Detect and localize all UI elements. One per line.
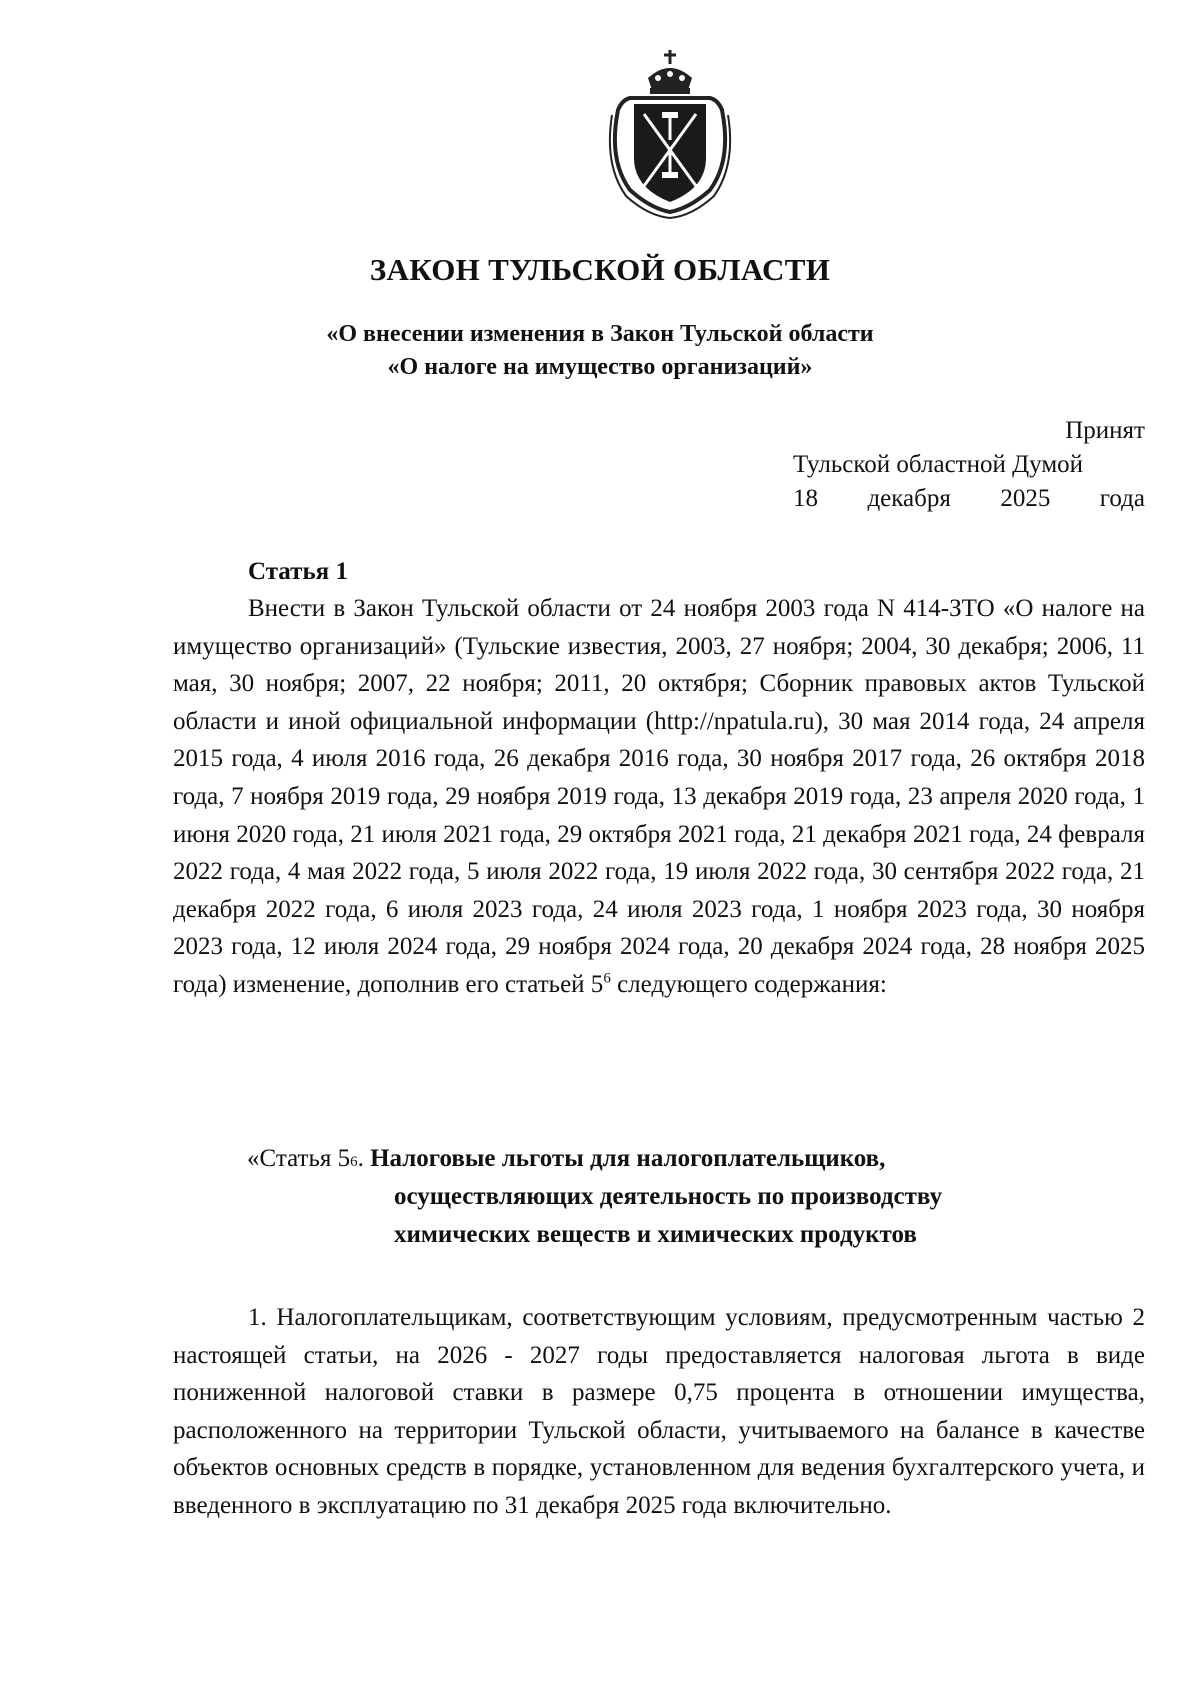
adoption-day: 18 <box>793 485 818 512</box>
new-article-prefix: «Статья 5 <box>247 1145 351 1172</box>
law-title: ЗАКОН ТУЛЬСКОЙ ОБЛАСТИ <box>369 252 831 287</box>
tula-coat-of-arms-icon <box>590 40 750 220</box>
adoption-block <box>793 414 1145 516</box>
adoption-year: 2025 <box>1000 485 1051 512</box>
adoption-month: декабря <box>867 485 951 512</box>
paragraph-1-text: 1. Налогоплательщикам, соответствующим условиям, предусмотренным частью 2 настоящей статьи, на 2026 - 2027 годы предоставляется налоговая льгота в виде пониженной налоговой ставки в размере 0,75 процента в отношении имущества, расположенного на территории Тульской области, учитываемого на балансе в качестве объектов основных средств в порядке, установленном для ведения бухгалтерского учета, и введенного в эксплуатацию по 31 декабря 2025 года включительно. <box>173 1304 1145 1519</box>
article-1-text <box>173 590 1145 1004</box>
article-1-heading: Статья 1 <box>248 558 348 585</box>
adopted-label: Принят <box>1065 417 1145 444</box>
new-article-title-line-1: Налоговые льготы для налогоплательщиков, <box>370 1145 886 1172</box>
new-article-dot: . <box>357 1145 371 1172</box>
law-subtitle-line-1: «О внесении изменения в Закон Тульской области <box>326 321 874 347</box>
law-subtitle-line-2: «О налоге на имущество организаций» <box>387 354 813 380</box>
adoption-date <box>793 482 1145 516</box>
adopted-by: Тульской областной Думой <box>793 451 1084 478</box>
new-article-title-line-3: химических веществ и химических продуктов <box>394 1221 917 1248</box>
new-article-heading: «Статья 5 6 . Налоговые льготы для налогоплательщиков, осуществляющих деятельность по производству химических веществ и химических продуктов <box>247 1140 1147 1254</box>
article-1-text-tail: следующего содержания: <box>610 970 887 998</box>
article-1-text-main: Внести в Закон Тульской области от 24 ноября 2003 года N 414-ЗТО «О налоге на имущество организаций» (Тульские известия, 2003, 27 ноября; 2004, 30 декабря; 2006, 11 мая, 30 ноября; 2007, 22 ноября; 2011, 20 октября; Сборник правовых актов Тульской области и иной официальной информации (http://npatula.ru), 30 мая 2014 года, 24 апреля 2015 года, 4 июля 2016 года, 26 декабря 2016 года, 30 ноября 2017 года, 26 октября 2018 года, 7 ноября 2019 года, 29 ноября 2019 года, 13 декабря 2019 года, 23 апреля 2020 года, 1 июня 2020 года, 21 июля 2021 года, 29 октября 2021 года, 21 декабря 2021 года, 24 февраля 2022 года, 4 мая 2022 года, 5 июля 2022 года, 19 июля 2022 года, 30 сентября 2022 года, 21 декабря 2022 года, 6 июля 2023 года, 24 июля 2023 года, 1 ноября 2023 года, 30 ноября 2023 года, 12 июля 2024 года, 29 ноября 2024 года, 20 декабря 2024 года, 28 ноября 2025 года) изменение, дополнив его статьей 5 <box>173 595 1145 998</box>
new-article-title-line-2: осуществляющих деятельность по производству <box>394 1183 943 1210</box>
law-subtitle <box>0 318 1200 384</box>
article-1-superscript: 6 <box>603 970 611 987</box>
adoption-year-word: года <box>1099 485 1145 512</box>
